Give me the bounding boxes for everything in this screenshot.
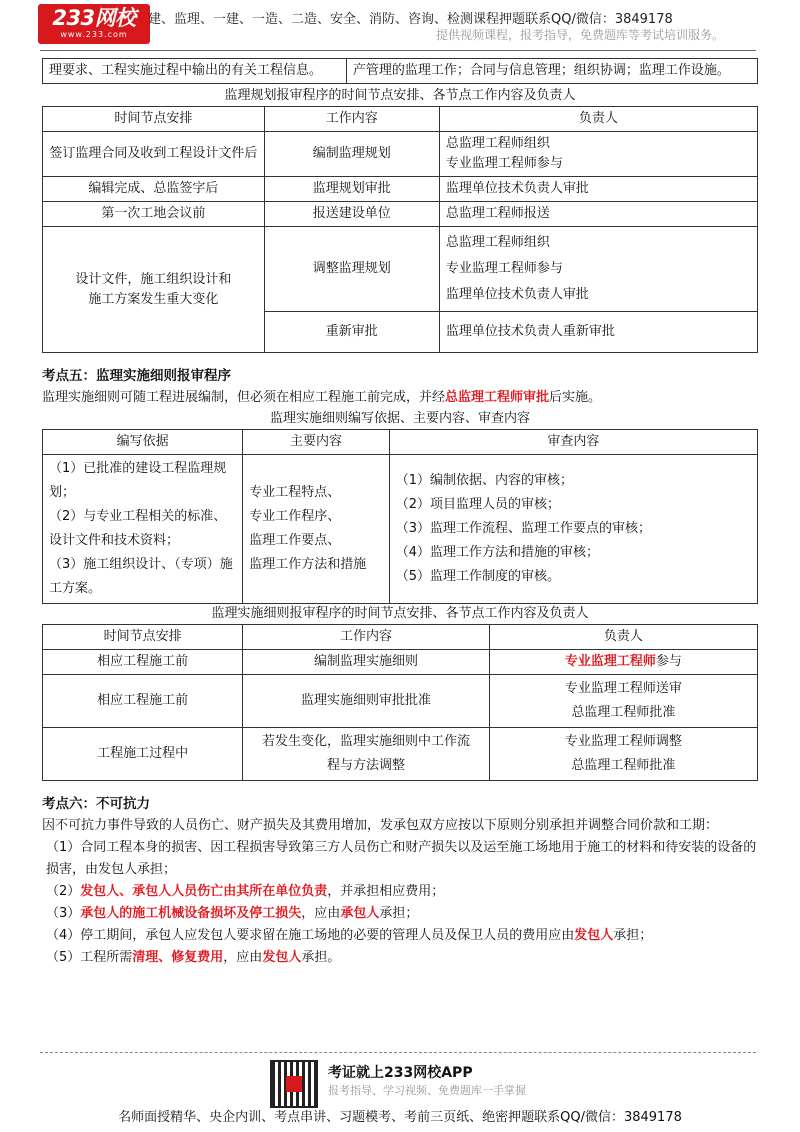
qr-center-mark [286,1076,302,1092]
table-cell: 监理实施细则审批批准 [243,675,490,728]
highlight-text: 专业监理工程师 [564,654,656,669]
column-header: 时间节点安排 [43,625,243,650]
highlight-text: 承包人的施工机械设备损坏及停工损失 [80,906,302,921]
table-row [43,675,758,728]
table-cell [489,728,757,781]
table-cell: 编辑完成、总监签字后 [43,177,265,202]
page-footer [0,1052,800,1132]
cell-line: 专业监理工程师参与 [445,261,563,276]
table-row [43,455,758,604]
table-cell: 调整监理规划 [264,227,439,312]
logo-text: 233网校 [52,6,136,30]
footer-subtitle: 报考指导、学习视频、免费题库一手掌握 [328,1084,526,1097]
footer-contact: 名师面授精华、央企内训、考点串讲、习题模考、考前三页纸、绝密押题联系QQ/微信：3849178 [118,1110,682,1125]
list-item: （1）合同工程本身的损害、因工程损害导致第三方人员伤亡和财产损失以及运至施工场地用于施工的材料和待安装的设备的损害，由发包人承担； [46,840,757,877]
column-header: 负责人 [489,625,757,650]
table3-caption: 监理实施细则报审程序的时间节点安排、各节点工作内容及负责人 [211,606,589,621]
table-cell: 报送建设单位 [264,202,439,227]
text-run: 参与 [655,654,682,669]
highlight-text: 清理、修复费用 [132,950,224,965]
cell-line: （5）监理工作制度的审核。 [395,569,561,584]
text-run: 后实施。 [549,390,602,405]
cell-line: （2）项目监理人员的审核； [395,497,561,512]
list-item [42,903,758,925]
cell-line: 专业监理工程师调整 [564,734,682,749]
table-row [43,177,758,202]
cell-line: （1）编制依据、内容的审核； [395,473,574,488]
page-header [0,0,800,52]
cell-line: 总监理工程师组织 [445,136,550,151]
cell-line: 总监理工程师批准 [571,705,676,720]
column-header: 主要内容 [243,430,390,455]
top-continuation-table [42,58,758,84]
highlight-text: 发包人 [262,950,302,965]
table-row [43,227,758,312]
cell-line: （3）监理工作流程、监理工作要点的审核； [395,521,652,536]
table-header-row [43,107,758,132]
highlight-text: 承包人 [340,906,380,921]
highlight-text: 发包人 [574,928,614,943]
table-cell: 相应工程施工前 [43,650,243,675]
table-cell [489,650,757,675]
table-cell: 编制监理实施细则 [243,650,490,675]
text-run: （5）工程所需 [46,950,133,965]
table-cell: 签订监理合同及收到工程设计文件后 [43,132,265,177]
cell-line: 监理单位技术负责人审批 [445,287,589,302]
table-cell: 理要求、工程实施过程中输出的有关工程信息。 [43,59,347,84]
table-row [43,59,758,84]
section6-intro: 因不可抗力事件导致的人员伤亡、财产损失及其费用增加，发承包双方应按以下原则分别承担并调整合同价款和工期： [42,818,719,833]
cell-line: 专业监理工程师参与 [445,156,563,171]
table-cell: 编制监理规划 [264,132,439,177]
table-cell [439,227,757,312]
cell-line: 总监理工程师组织 [445,235,550,250]
text-run: 承担。 [301,950,341,965]
table-cell: 总监理工程师报送 [439,202,757,227]
text-run: 承担； [613,928,653,943]
cell-line: （2）与专业工程相关的标准、设计文件和技术资料； [49,509,227,548]
text-run: （2） [46,884,81,899]
cell-line: 专业监理工程师送审 [564,681,682,696]
column-header: 工作内容 [264,107,439,132]
cell-line: （1）已批准的建设工程监理规划； [49,461,227,500]
table-row [43,202,758,227]
table-cell [243,455,390,604]
table-row [43,728,758,781]
text-run: （4）停工期间，承包人应发包人要求留在施工场地的必要的管理人员及保卫人员的费用应由 [46,928,575,943]
cell-line: 总监理工程师批准 [571,758,676,773]
header-divider [40,50,756,51]
cell-line: 专业工程特点、 [249,485,341,500]
table-cell: 若发生变化，监理实施细则中工作流程与方法调整 [243,728,490,781]
cell-line: 监理工作要点、 [249,533,341,548]
table-header-row [43,625,758,650]
document-body [42,58,758,969]
table-cell [389,455,757,604]
column-header: 审查内容 [389,430,757,455]
section5-text [42,387,758,409]
list-item [42,925,758,947]
table-cell: 监理单位技术负责人重新审批 [439,312,757,353]
table-cell: 重新审批 [264,312,439,353]
header-text-line1: 建、监理、一建、一造、二造、安全、消防、咨询、检测课程押题联系QQ/微信：3849178 [148,12,673,27]
table-cell: 相应工程施工前 [43,675,243,728]
text-run: 承担； [379,906,419,921]
text-run: （3） [46,906,81,921]
table-row [43,650,758,675]
table-header-row [43,430,758,455]
header-text-line2: 提供视频课程，报考指导，免费题库等考试培训服务。 [436,28,725,42]
list-item [42,881,758,903]
text-run: ，并承担相应费用； [327,884,445,899]
table-cell [489,675,757,728]
column-header: 工作内容 [243,625,490,650]
detail-review-table [42,624,758,781]
list-item [42,947,758,969]
highlight-text: 发包人、承包人人员伤亡由其所在单位负责 [80,884,328,899]
cell-line: （3）施工组织设计、（专项）施工方案。 [49,557,233,596]
cell-line: （4）监理工作方法和措施的审核； [395,545,600,560]
column-header: 编写依据 [43,430,243,455]
cell-line: 监理工作方法和措施 [249,557,367,572]
logo-233 [38,4,150,44]
footer-title: 考证就上233网校APP [328,1065,473,1081]
table-cell: 产管理的监理工作；合同与信息管理；组织协调；监理工作设施。 [346,59,757,84]
logo-domain: www.233.com [60,30,128,39]
table2-caption: 监理实施细则编写依据、主要内容、审查内容 [269,411,530,426]
table-cell [439,132,757,177]
column-header: 时间节点安排 [43,107,265,132]
table-cell: 第一次工地会议前 [43,202,265,227]
table-cell: 监理规划审批 [264,177,439,202]
table-cell [43,455,243,604]
qr-code-icon[interactable] [270,1060,318,1108]
table-cell: 监理单位技术负责人审批 [439,177,757,202]
text-run: ，应由 [223,950,263,965]
footer-divider [40,1052,756,1053]
table1-caption: 监理规划报审程序的时间节点安排、各节点工作内容及负责人 [224,88,576,103]
plan-review-table [42,106,758,353]
cell-line: 专业工作程序、 [249,509,341,524]
table-cell: 设计文件，施工组织设计和施工方案发生重大变化 [43,227,265,353]
table-row [43,132,758,177]
text-run: 监理实施细则可随工程进展编制，但必须在相应工程施工前完成，并经 [42,390,446,405]
table-cell: 工程施工过程中 [43,728,243,781]
text-run: ，应由 [301,906,341,921]
highlight-text: 总监理工程师审批 [445,390,550,405]
detail-content-table [42,429,758,604]
column-header: 负责人 [439,107,757,132]
section6-title: 考点六：不可抗力 [42,796,150,812]
section5-title: 考点五：监理实施细则报审程序 [42,368,231,384]
